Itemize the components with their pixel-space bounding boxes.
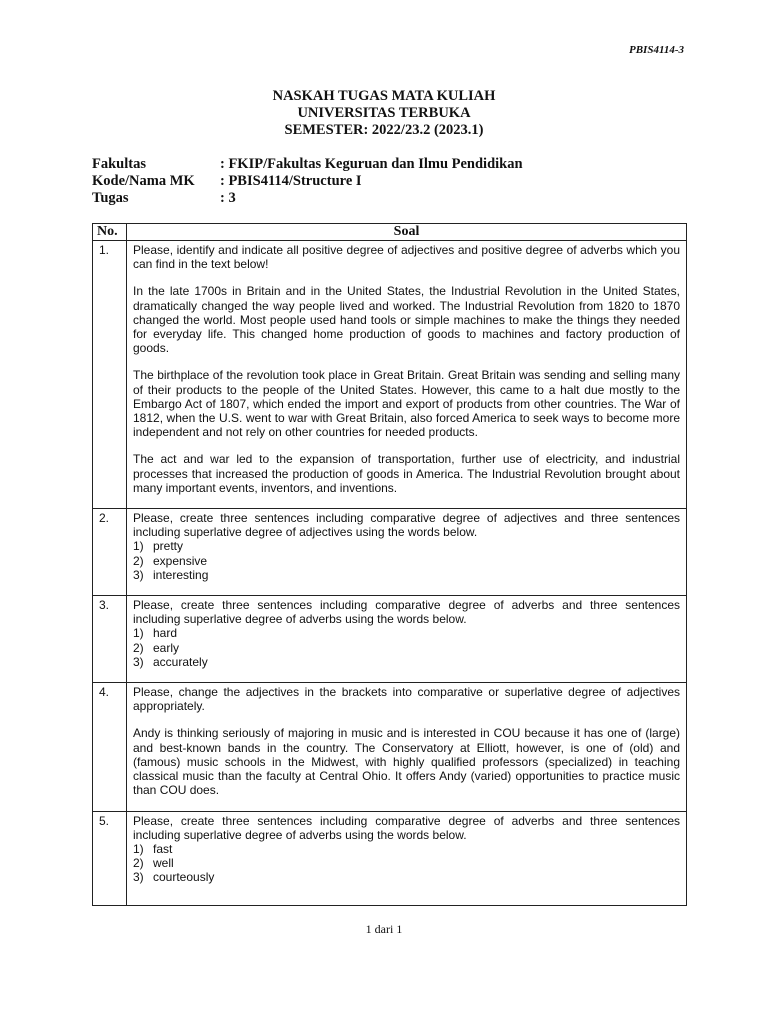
reading-paragraph: The act and war led to the expansion of transportation, further use of electricity, and industrial processes that increased the production of goods in America. The Industrial Revolution brought about many important events, inventors, and inventions. [133, 452, 680, 495]
question-number: 1. [93, 241, 127, 509]
table-header-row [93, 224, 687, 241]
word-list [133, 539, 680, 582]
meta-label: Fakultas [92, 156, 146, 172]
question-number: 4. [93, 683, 127, 811]
question-instruction: Please, create three sentences including comparative degree of adverbs and three sentences including superlative degree of adverbs using the words below. [133, 813, 680, 842]
list-item: 1) pretty [133, 539, 184, 554]
question-instruction: Please, identify and indicate all positive degree of adjectives and positive degree of adverbs which you can find in the text below! [133, 243, 680, 272]
question-instruction: Please, create three sentences including comparative degree of adjectives and three sentences including superlative degree of adjectives using the words below. [133, 511, 680, 540]
question-instruction: Please, change the adjectives in the brackets into comparative or superlative degree of adjectives appropriately. [133, 685, 680, 714]
list-item: 3) accurately [133, 654, 208, 669]
list-item: 3) courteously [133, 870, 215, 885]
reading-paragraph: Andy is thinking seriously of majoring in music and is interested in COU because it has one of (large) and best-known bands in the country. The Conservatory at Elliott, however, is one of (old) and (famous) music schools in the Midwest, with highly qualified professors (specialized) in teaching classical music than the faculty at Central Ohio. It offers Andy (varied) opportunities to practice music than COU does. [133, 726, 680, 798]
list-item: 3) interesting [133, 567, 209, 582]
document-title [0, 88, 768, 139]
column-header-soal: Soal [127, 224, 687, 241]
list-item: 2) early [133, 640, 180, 655]
meta-label: Tugas [92, 190, 129, 206]
word-list [133, 842, 680, 885]
reading-paragraph: The birthplace of the revolution took place in Great Britain. Great Britain was sending and selling many of their products to the people of the United States. However, this came to a halt due mostly to the Embargo Act of 1807, which ended the import and export of products from other countries. The War of 1812, when the U.S. went to war with Great Britain, also forced America to seek ways to become more independent and not rely on other countries for needed products. [133, 368, 680, 440]
word-list [133, 626, 680, 669]
table-row [93, 509, 687, 596]
title-line-3: SEMESTER: 2022/23.2 (2023.1) [284, 122, 484, 138]
meta-value: : PBIS4114/Structure I [220, 173, 362, 189]
list-item: 2) expensive [133, 553, 208, 568]
meta-value: : 3 [220, 190, 236, 206]
title-line-2: UNIVERSITAS TERBUKA [297, 105, 471, 121]
title-line-1: NASKAH TUGAS MATA KULIAH [272, 88, 496, 104]
question-content [127, 811, 687, 905]
question-content [127, 683, 687, 811]
question-content [127, 509, 687, 596]
list-item: 2) well [133, 856, 174, 871]
document-code: PBIS4114-3 [628, 44, 684, 56]
question-number: 5. [93, 811, 127, 905]
question-number: 2. [93, 509, 127, 596]
reading-paragraph: In the late 1700s in Britain and in the United States, the Industrial Revolution in the United States, dramatically changed the way people lived and worked. The Industrial Revolution from 1820 to 1870 changed the world. Most people used hand tools or simple machines to make the things they needed for everyday life. This changed home production of goods to machines and factory production of goods. [133, 284, 680, 356]
column-header-no: No. [93, 224, 127, 241]
meta-label: Kode/Nama MK [92, 173, 195, 189]
meta-row-kode-mk [92, 173, 523, 190]
list-item: 1) fast [133, 841, 173, 856]
table-row [93, 683, 687, 811]
table-row [93, 596, 687, 683]
question-content [127, 241, 687, 509]
list-item: 1) hard [133, 626, 178, 641]
questions-table [92, 223, 687, 906]
page-number: 1 dari 1 [365, 922, 403, 936]
table-row [93, 811, 687, 905]
meta-row-tugas [92, 190, 523, 207]
question-instruction: Please, create three sentences including comparative degree of adverbs and three sentences including superlative degree of adverbs using the words below. [133, 598, 680, 627]
meta-value: : FKIP/Fakultas Keguruan dan Ilmu Pendidikan [220, 156, 523, 172]
course-meta [92, 156, 523, 207]
table-row [93, 241, 687, 509]
meta-row-fakultas [92, 156, 523, 173]
question-content [127, 596, 687, 683]
question-number: 3. [93, 596, 127, 683]
